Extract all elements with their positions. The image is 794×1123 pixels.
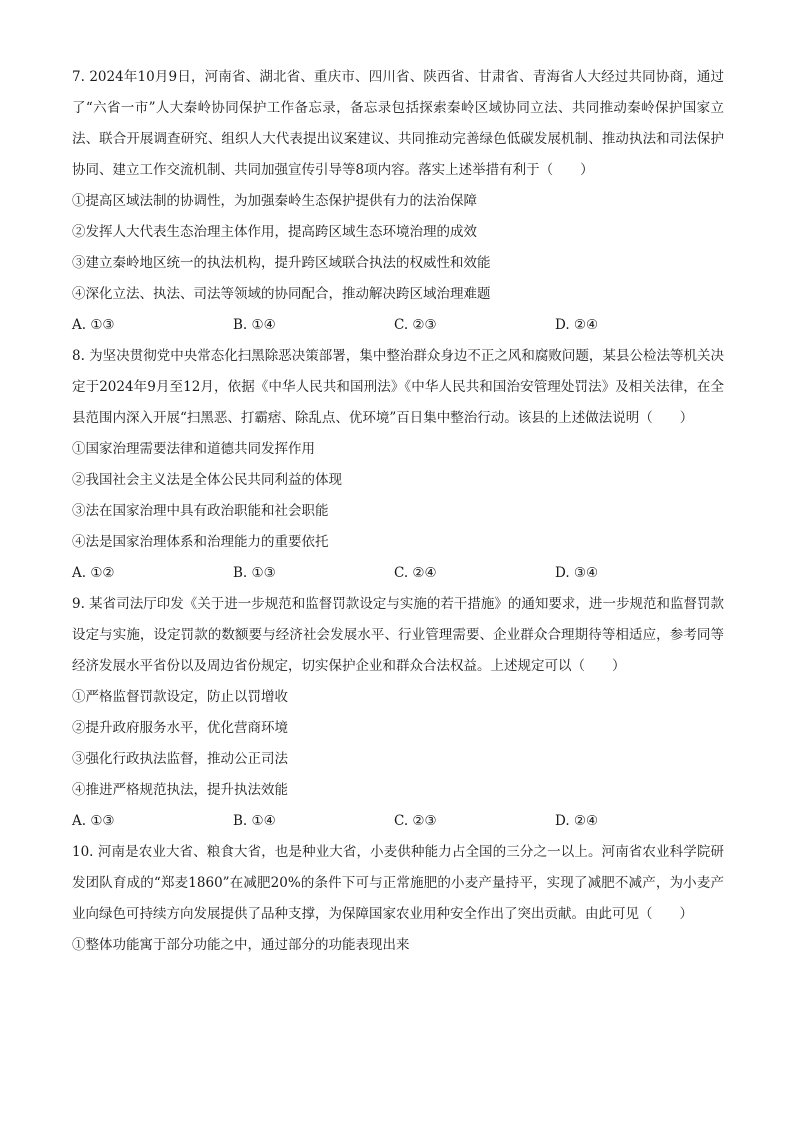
choice-b[interactable]: B. ①③	[233, 565, 276, 581]
statement-option: ③强化行政执法监督，推动公正司法	[72, 751, 288, 767]
statement-option: ①整体功能寓于部分功能之中，通过部分的功能表现出来	[72, 937, 410, 953]
choice-a[interactable]: A. ①③	[72, 317, 115, 333]
statement-option: ④推进严格规范执法，提升执法效能	[72, 782, 288, 798]
statement-option: ③法在国家治理中具有政治职能和社会职能	[72, 503, 329, 519]
statement-option: ④法是国家治理体系和治理能力的重要依托	[72, 534, 329, 550]
question-stem: 9. 某省司法厅印发《关于进一步规范和监督罚款设定与实施的若干措施》的通知要求，进一步规范和监督罚款设定与实施，设定罚款的数额要与经济社会发展水平、行业管理需要、企业群众合理期待等相适应，参考同等经济发展水平省份以及周边省份规定，切实保护企业和群众合法权益。上述规定可以（ ）	[72, 596, 724, 674]
statement-option: ①国家治理需要法律和道德共同发挥作用	[72, 441, 315, 457]
answer-choices	[72, 558, 724, 589]
choice-c[interactable]: C. ②③	[394, 813, 437, 829]
choice-d[interactable]: D. ③④	[555, 565, 599, 581]
question-10	[72, 837, 724, 961]
question-stem: 10. 河南是农业大省、粮食大省，也是种业大省，小麦供种能力占全国的三分之一以上。河南省农业科学院研发团队育成的“郑麦1860”在减肥20%的条件下可与正常施肥的小麦产量持平，实现了减肥不减产，为小麦产业向绿色可持续方向发展提供了品种支撑，为保障国家农业用种安全作出了突出贡献。由此可见（ ）	[72, 844, 724, 922]
answer-choices	[72, 806, 724, 837]
choice-c[interactable]: C. ②③	[394, 317, 437, 333]
statement-option: ①提高区域法制的协调性，为加强秦岭生态保护提供有力的法治保障	[72, 193, 477, 209]
choice-d[interactable]: D. ②④	[555, 317, 599, 333]
statement-option: ①严格监督罚款设定，防止以罚增收	[72, 689, 288, 705]
statement-option: ②发挥人大代表生态治理主体作用，提高跨区域生态环境治理的成效	[72, 224, 477, 240]
question-9	[72, 589, 724, 837]
statement-option: ②提升政府服务水平，优化营商环境	[72, 720, 288, 736]
choice-b[interactable]: B. ①④	[233, 813, 276, 829]
choice-c[interactable]: C. ②④	[394, 565, 437, 581]
question-8	[72, 341, 724, 589]
choice-a[interactable]: A. ①②	[72, 565, 115, 581]
exam-page	[72, 62, 724, 961]
question-stem: 8. 为坚决贯彻党中央常态化扫黑除恶决策部署，集中整治群众身边不正之风和腐败问题，某县公检法等机关决定于2024年9月至12月，依据《中华人民共和国刑法》《中华人民共和国治安管理处罚法》及相关法律，在全县范围内深入开展“扫黑恶、打霸痞、除乱点、优环境”百日集中整治行动。该县的上述做法说明（ ）	[72, 348, 724, 426]
choice-d[interactable]: D. ②④	[555, 813, 599, 829]
choice-b[interactable]: B. ①④	[233, 317, 276, 333]
question-stem: 7. 2024年10月9日，河南省、湖北省、重庆市、四川省、陕西省、甘肃省、青海省人大经过共同协商，通过了“六省一市”人大秦岭协同保护工作备忘录，备忘录包括探索秦岭区域协同立法、共同推动秦岭保护国家立法、联合开展调查研究、组织人大代表提出议案建议、共同推动完善绿色低碳发展机制、推动执法和司法保护协同、建立工作交流机制、共同加强宣传引导等8项内容。落实上述举措有利于（ ）	[72, 69, 724, 178]
statement-option: ③建立秦岭地区统一的执法机构，提升跨区域联合执法的权威性和效能	[72, 255, 491, 271]
choice-a[interactable]: A. ①③	[72, 813, 115, 829]
statement-option: ④深化立法、执法、司法等领域的协同配合，推动解决跨区域治理难题	[72, 286, 491, 302]
statement-option: ②我国社会主义法是全体公民共同利益的体现	[72, 472, 342, 488]
question-7	[72, 62, 724, 341]
answer-choices	[72, 310, 724, 341]
